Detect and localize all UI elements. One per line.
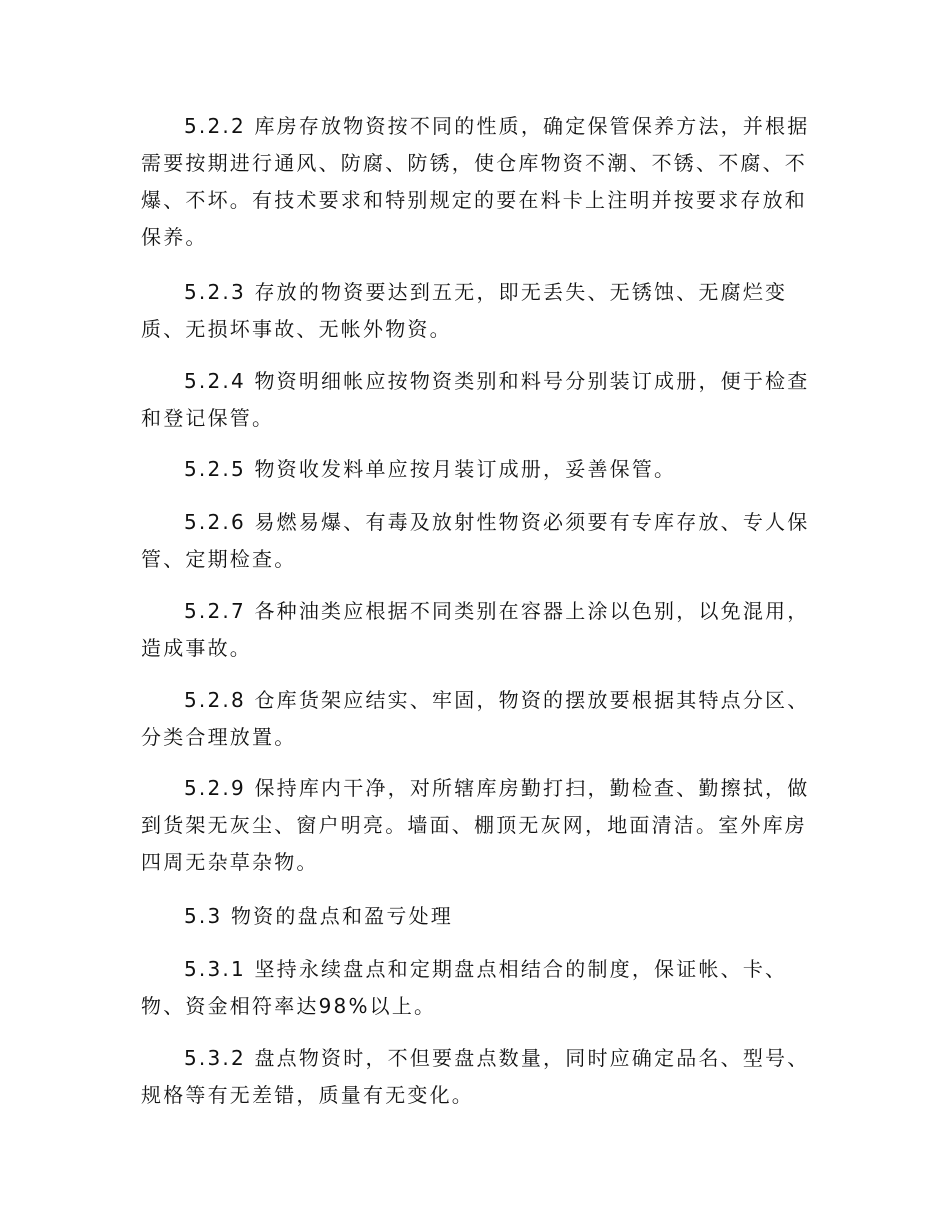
text-line: 爆、不坏。有技术要求和特别规定的要在料卡上注明并按要求存放和 [141,188,807,212]
paragraph-5-2-2 [141,108,810,256]
text-line: 5.2.8 仓库货架应结实、牢固，物资的摆放要根据其特点分区、 [184,688,810,712]
text-line: 四周无杂草杂物。 [141,850,319,874]
paragraph-5-2-4 [141,363,810,437]
text-line: 5.3.2 盘点物资时，不但要盘点数量，同时应确定品名、型号、 [184,1046,810,1070]
text-line: 5.3.1 坚持永续盘点和定期盘点相结合的制度，保证帐、卡、 [184,957,788,981]
text-line: 5.2.3 存放的物资要达到五无，即无丢失、无锈蚀、无腐烂变 [184,280,788,304]
text-line: 造成事故。 [141,636,252,660]
paragraph-5-2-3 [141,274,801,348]
paragraph-5-2-5 [141,451,801,488]
text-line: 到货架无灰尘、窗户明亮。墙面、棚顶无灰网，地面清洁。室外库房 [141,813,807,837]
text-line: 5.2.2 库房存放物资按不同的性质，确定保管保养方法，并根据 [184,114,810,138]
paragraph-5-3-1 [141,951,801,1025]
text-line: 5.2.5 物资收发料单应按月装订成册，妥善保管。 [184,457,677,481]
paragraph-5-2-9 [141,770,810,881]
paragraph-5-3-2 [141,1040,810,1114]
text-line: 和登记保管。 [141,406,275,430]
text-line: 需要按期进行通风、防腐、防锈，使仓库物资不潮、不锈、不腐、不 [141,151,807,175]
paragraph-5-2-6 [141,504,810,578]
text-line: 5.2.6 易燃易爆、有毒及放射性物资必须要有专库存放、专人保 [184,510,810,534]
text-line: 5.3 物资的盘点和盈亏处理 [184,904,453,928]
text-line: 保养。 [141,225,208,249]
section-heading-5-3 [141,898,801,935]
text-line: 5.2.4 物资明细帐应按物资类别和料号分别装订成册，便于检查 [184,369,810,393]
text-line: 管、定期检查。 [141,547,297,571]
text-line: 5.2.7 各种油类应根据不同类别在容器上涂以色别，以免混用， [184,599,810,623]
text-line: 物、资金相符率达98%以上。 [141,994,437,1018]
text-line: 分类合理放置。 [141,725,297,749]
text-line: 规格等有无差错，质量有无变化。 [141,1083,474,1107]
text-line: 质、无损坏事故、无帐外物资。 [141,317,452,341]
paragraph-5-2-7 [141,593,810,667]
text-line: 5.2.9 保持库内干净，对所辖库房勤打扫，勤检查、勤擦拭，做 [184,776,810,800]
paragraph-5-2-8 [141,682,810,756]
